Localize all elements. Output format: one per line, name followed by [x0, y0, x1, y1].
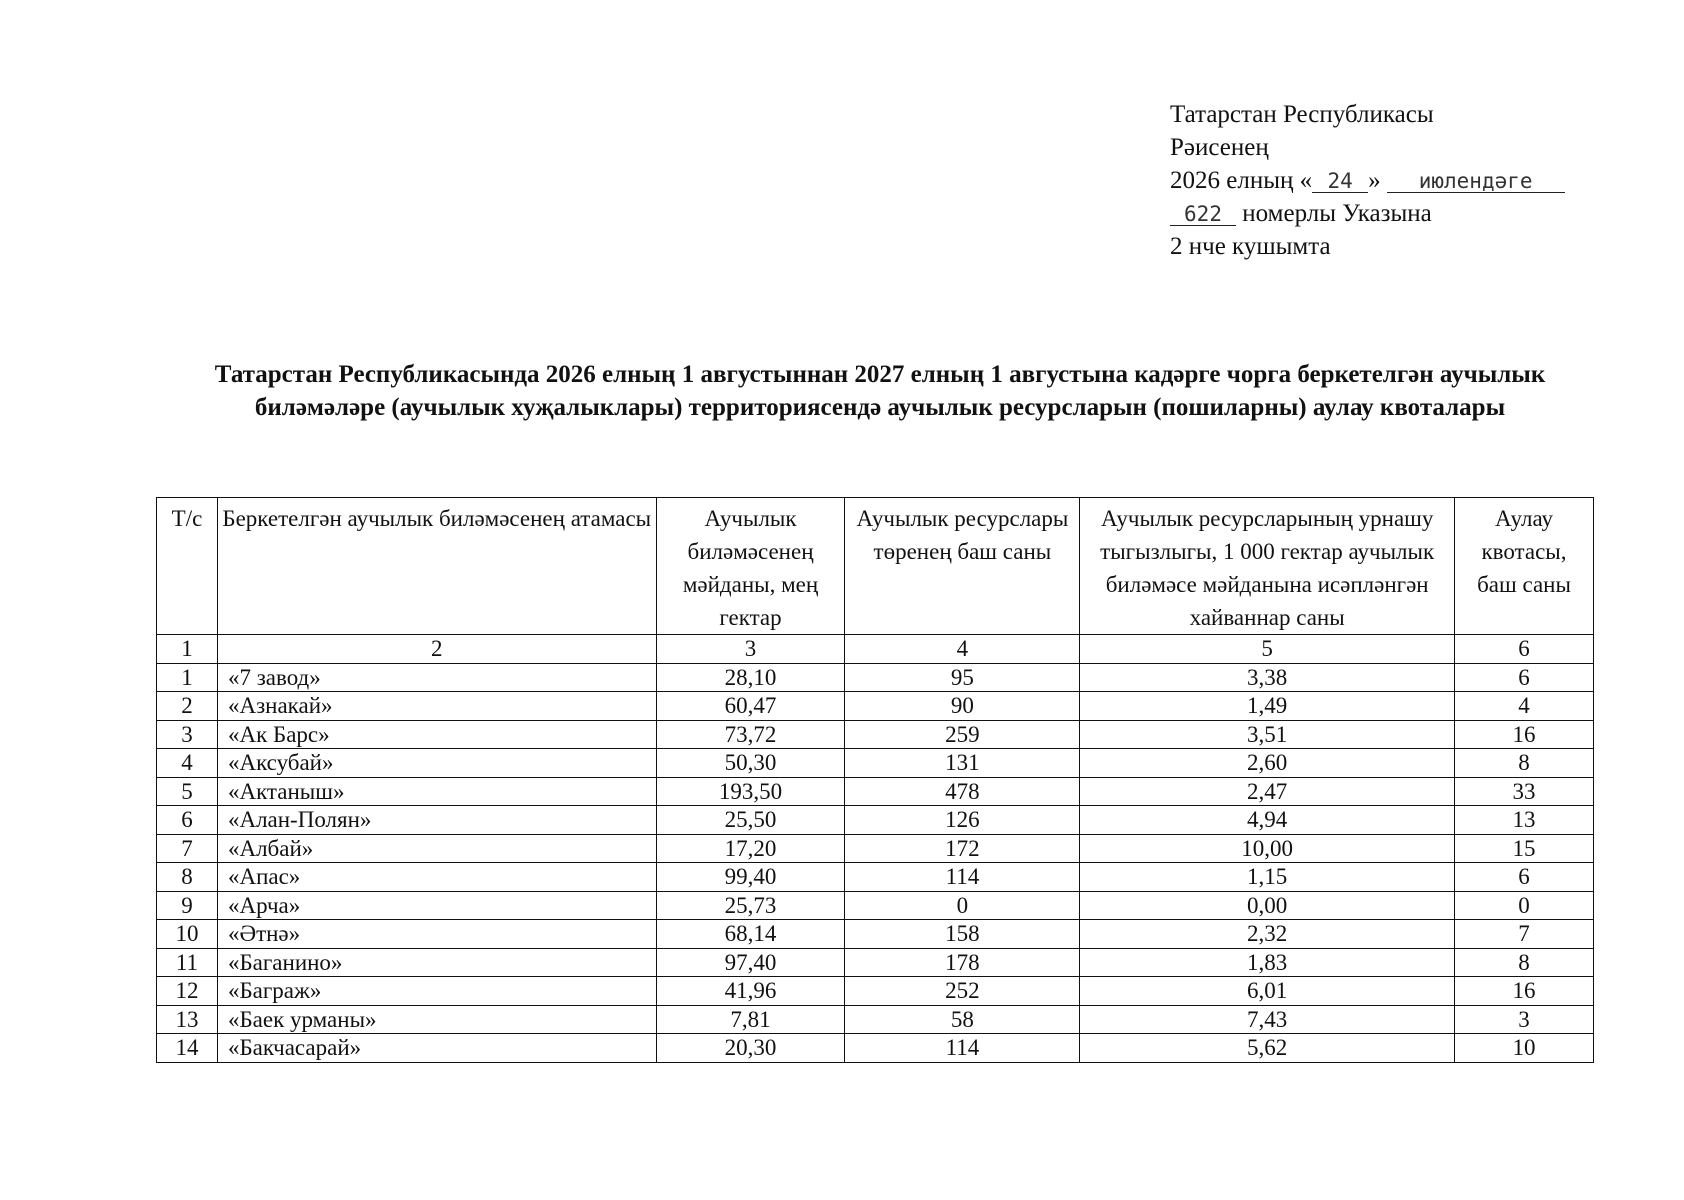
hunting-ground-name: «Азнакай» — [217, 692, 656, 721]
handwritten-decree-number: 622 — [1170, 203, 1236, 226]
animal-count: 259 — [845, 720, 1080, 749]
animal-count: 478 — [845, 777, 1080, 806]
table-row — [157, 834, 1594, 863]
area-value: 97,40 — [656, 948, 845, 977]
header-count: Аучылык ресурслары төренең баш саны — [845, 498, 1080, 635]
animal-count: 158 — [845, 920, 1080, 949]
table-row — [157, 920, 1594, 949]
decree-text: номерлы Указына — [1242, 200, 1432, 227]
handwritten-day: 24 — [1312, 170, 1368, 193]
table-row — [157, 891, 1594, 920]
row-number: 12 — [157, 977, 218, 1006]
column-number: 2 — [217, 635, 656, 664]
table-row — [157, 663, 1594, 692]
row-number: 13 — [157, 1005, 218, 1034]
area-value: 25,50 — [656, 806, 845, 835]
area-value: 17,20 — [656, 834, 845, 863]
quota-value: 7 — [1455, 920, 1594, 949]
column-number: 4 — [845, 635, 1080, 664]
area-value: 7,81 — [656, 1005, 845, 1034]
header-density: Аучылык ресурсларының урнашу тыгызлыгы, 1 000 гектар аучылык биләмәсе мәйданына исәпләнгән хайваннар саны — [1080, 498, 1455, 635]
quota-value: 13 — [1455, 806, 1594, 835]
close-quote: » — [1368, 167, 1381, 194]
table-body — [157, 635, 1594, 1063]
density-value: 5,62 — [1080, 1034, 1455, 1063]
table-row — [157, 977, 1594, 1006]
hunting-ground-name: «Аксубай» — [217, 749, 656, 778]
row-number: 4 — [157, 749, 218, 778]
animal-count: 95 — [845, 663, 1080, 692]
table-row — [157, 692, 1594, 721]
area-value: 41,96 — [656, 977, 845, 1006]
appendix-line-decree — [1170, 197, 1565, 230]
density-value: 2,60 — [1080, 749, 1455, 778]
animal-count: 178 — [845, 948, 1080, 977]
table-row — [157, 720, 1594, 749]
appendix-label: 2 нче кушымта — [1170, 233, 1331, 260]
appendix-line-date — [1170, 164, 1565, 197]
table-header — [157, 498, 1594, 635]
area-value: 25,73 — [656, 891, 845, 920]
density-value: 3,38 — [1080, 663, 1455, 692]
animal-count: 252 — [845, 977, 1080, 1006]
density-value: 2,47 — [1080, 777, 1455, 806]
density-value: 6,01 — [1080, 977, 1455, 1006]
column-number-row — [157, 635, 1594, 664]
hunting-ground-name: «Албай» — [217, 834, 656, 863]
header-row — [157, 498, 1594, 635]
animal-count: 114 — [845, 1034, 1080, 1063]
animal-count: 172 — [845, 834, 1080, 863]
area-value: 60,47 — [656, 692, 845, 721]
row-number: 11 — [157, 948, 218, 977]
density-value: 10,00 — [1080, 834, 1455, 863]
animal-count: 58 — [845, 1005, 1080, 1034]
header-quota: Аулау квотасы, баш саны — [1455, 498, 1594, 635]
row-number: 6 — [157, 806, 218, 835]
row-number: 3 — [157, 720, 218, 749]
handwritten-month: июлендәге — [1387, 170, 1565, 193]
quota-value: 8 — [1455, 948, 1594, 977]
area-value: 28,10 — [656, 663, 845, 692]
quota-value: 8 — [1455, 749, 1594, 778]
row-number: 8 — [157, 863, 218, 892]
animal-count: 90 — [845, 692, 1080, 721]
quota-value: 16 — [1455, 720, 1594, 749]
hunting-ground-name: «Алан-Полян» — [217, 806, 656, 835]
table-row — [157, 749, 1594, 778]
table-row — [157, 863, 1594, 892]
animal-count: 131 — [845, 749, 1080, 778]
column-number: 1 — [157, 635, 218, 664]
hunting-ground-name: «Баграж» — [217, 977, 656, 1006]
quota-value: 0 — [1455, 891, 1594, 920]
density-value: 1,15 — [1080, 863, 1455, 892]
quota-value: 15 — [1455, 834, 1594, 863]
appendix-line-president: Рәисенең — [1170, 134, 1269, 161]
density-value: 0,00 — [1080, 891, 1455, 920]
row-number: 14 — [157, 1034, 218, 1063]
appendix-line-republic: Татарстан Республикасы — [1170, 101, 1434, 128]
year-text: 2026 елның « — [1170, 167, 1313, 194]
row-number: 9 — [157, 891, 218, 920]
quota-value: 6 — [1455, 663, 1594, 692]
animal-count: 114 — [845, 863, 1080, 892]
table-row — [157, 948, 1594, 977]
hunting-ground-name: «Ак Барс» — [217, 720, 656, 749]
density-value: 4,94 — [1080, 806, 1455, 835]
quota-table — [156, 497, 1594, 1063]
hunting-ground-name: «Бакчасарай» — [217, 1034, 656, 1063]
density-value: 2,32 — [1080, 920, 1455, 949]
row-number: 1 — [157, 663, 218, 692]
appendix-block — [1170, 98, 1565, 263]
hunting-ground-name: «Актаныш» — [217, 777, 656, 806]
density-value: 7,43 — [1080, 1005, 1455, 1034]
hunting-ground-name: «Баек урманы» — [217, 1005, 656, 1034]
row-number: 5 — [157, 777, 218, 806]
header-name: Беркетелгән аучылык биләмәсенең атамасы — [217, 498, 656, 635]
quota-value: 3 — [1455, 1005, 1594, 1034]
header-no: Т/с — [157, 498, 218, 635]
table-row — [157, 1034, 1594, 1063]
quota-value: 4 — [1455, 692, 1594, 721]
header-area: Аучылык биләмәсенең мәйданы, мең гектар — [656, 498, 845, 635]
row-number: 10 — [157, 920, 218, 949]
quota-value: 6 — [1455, 863, 1594, 892]
hunting-ground-name: «Баганино» — [217, 948, 656, 977]
density-value: 3,51 — [1080, 720, 1455, 749]
document-title: Татарстан Республикасында 2026 елның 1 августыннан 2027 елның 1 августына кадәрге чорга беркетелгән аучылык биләмәләре (аучылык хуҗалыклары) территориясендә аучылык ресурсларын (пошиларны) аулау квоталары — [214, 361, 1546, 421]
area-value: 50,30 — [656, 749, 845, 778]
table-row — [157, 777, 1594, 806]
hunting-ground-name: «7 завод» — [217, 663, 656, 692]
hunting-ground-name: «Әтнә» — [217, 920, 656, 949]
animal-count: 0 — [845, 891, 1080, 920]
quota-value: 10 — [1455, 1034, 1594, 1063]
column-number: 6 — [1455, 635, 1594, 664]
row-number: 2 — [157, 692, 218, 721]
quota-value: 16 — [1455, 977, 1594, 1006]
column-number: 5 — [1080, 635, 1455, 664]
table-row — [157, 806, 1594, 835]
animal-count: 126 — [845, 806, 1080, 835]
area-value: 73,72 — [656, 720, 845, 749]
density-value: 1,83 — [1080, 948, 1455, 977]
area-value: 20,30 — [656, 1034, 845, 1063]
hunting-ground-name: «Апас» — [217, 863, 656, 892]
quota-value: 33 — [1455, 777, 1594, 806]
row-number: 7 — [157, 834, 218, 863]
density-value: 1,49 — [1080, 692, 1455, 721]
area-value: 68,14 — [656, 920, 845, 949]
hunting-ground-name: «Арча» — [217, 891, 656, 920]
area-value: 193,50 — [656, 777, 845, 806]
column-number: 3 — [656, 635, 845, 664]
table-row — [157, 1005, 1594, 1034]
area-value: 99,40 — [656, 863, 845, 892]
